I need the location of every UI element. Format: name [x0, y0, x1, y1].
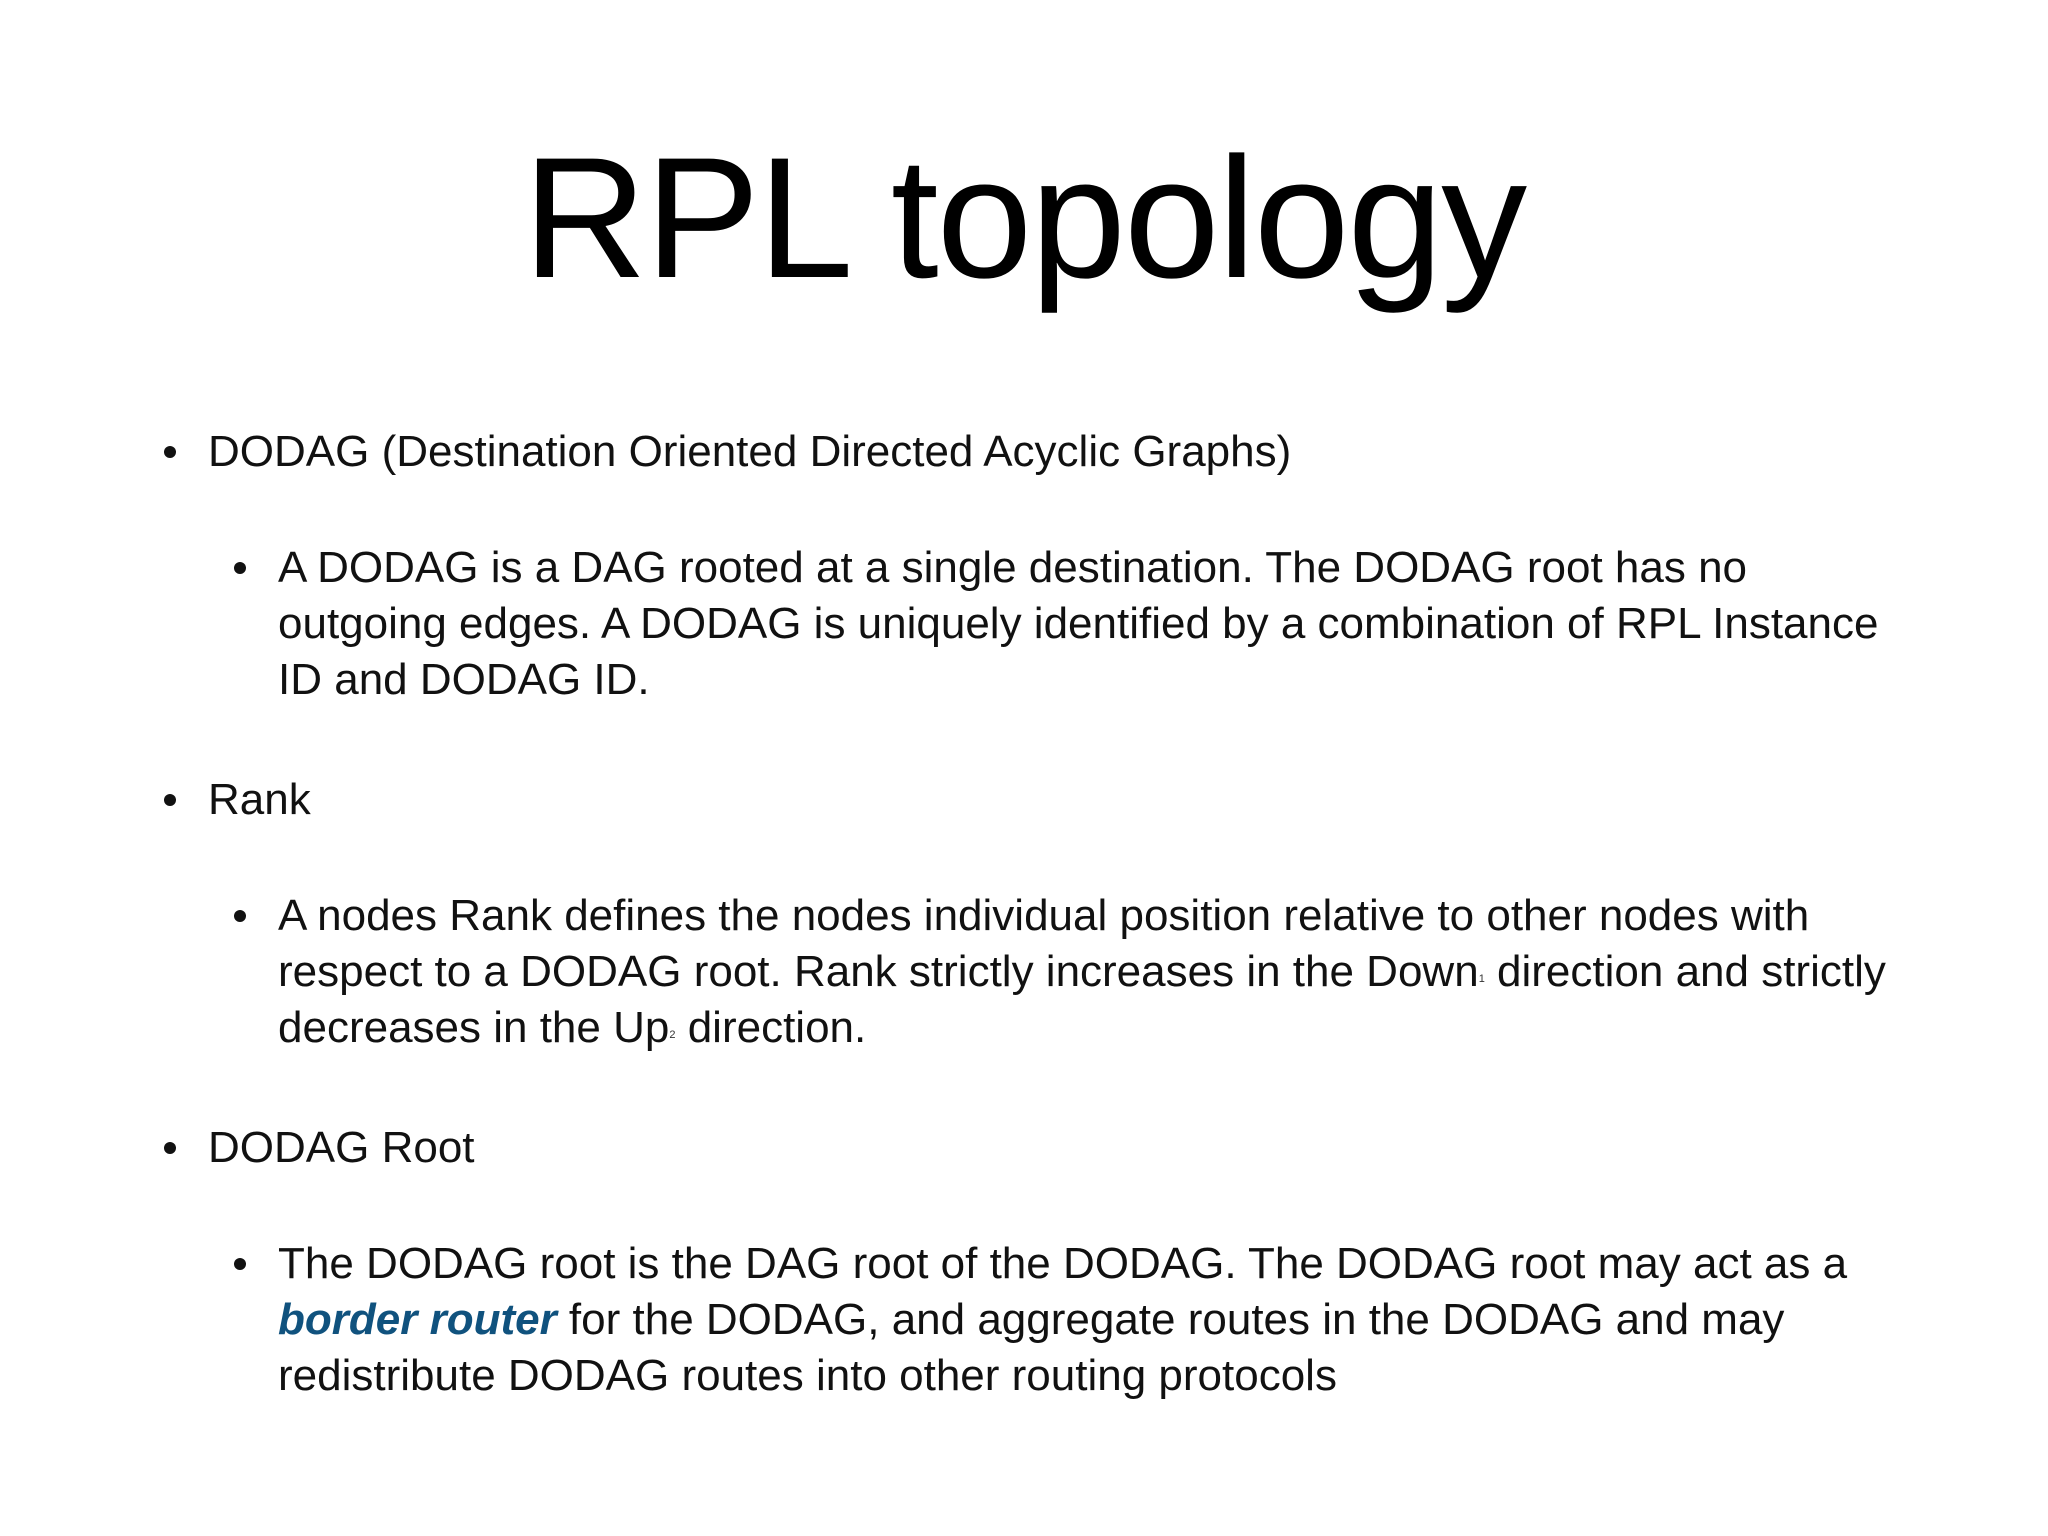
bullet-dot-icon: [234, 1258, 246, 1270]
sub-bullet-dodag: [278, 540, 1918, 708]
border-router-link[interactable]: border router: [278, 1295, 557, 1344]
bullet-dodag: [208, 424, 1908, 480]
bullet-rank-label: Rank: [208, 775, 311, 824]
bullet-dot-icon: [164, 446, 176, 458]
bullet-root-label: DODAG Root: [208, 1123, 475, 1172]
bullet-dot-icon: [164, 794, 176, 806]
bullet-dot-icon: [234, 562, 246, 574]
footnote-marker-2: 2: [669, 1029, 676, 1041]
sub-bullet-rank-text-2: direction and strictly decreases in the Up: [278, 947, 1886, 1052]
sub-bullet-root-text-1: The DODAG root is the DAG root of the DODAG. The DODAG root may act as a: [278, 1239, 1848, 1288]
sub-bullet-root-text-2: for the DODAG, and aggregate routes in the DODAG and may redistribute DODAG routes into other routing protocols: [278, 1295, 1785, 1400]
sub-bullet-dodag-text: A DODAG is a DAG rooted at a single destination. The DODAG root has no outgoing edges. A DODAG is uniquely identified by a combination of RPL Instance ID and DODAG ID.: [278, 543, 1879, 704]
sub-bullet-root: [278, 1236, 1918, 1404]
bullet-root: [208, 1120, 1908, 1176]
sub-bullet-rank: [278, 888, 1918, 1056]
bullet-dot-icon: [234, 910, 246, 922]
slide-title: RPL topology: [522, 122, 1526, 314]
bullet-rank: [208, 772, 1908, 828]
bullet-dot-icon: [164, 1142, 176, 1154]
footnote-marker-1: 1: [1478, 973, 1485, 985]
sub-bullet-rank-text-1: A nodes Rank defines the nodes individual position relative to other nodes with respect to a DODAG root. Rank strictly increases in the Down: [278, 891, 1810, 996]
sub-bullet-rank-text-3: direction.: [675, 1003, 867, 1052]
bullet-dodag-label: DODAG (Destination Oriented Directed Acyclic Graphs): [208, 427, 1292, 476]
